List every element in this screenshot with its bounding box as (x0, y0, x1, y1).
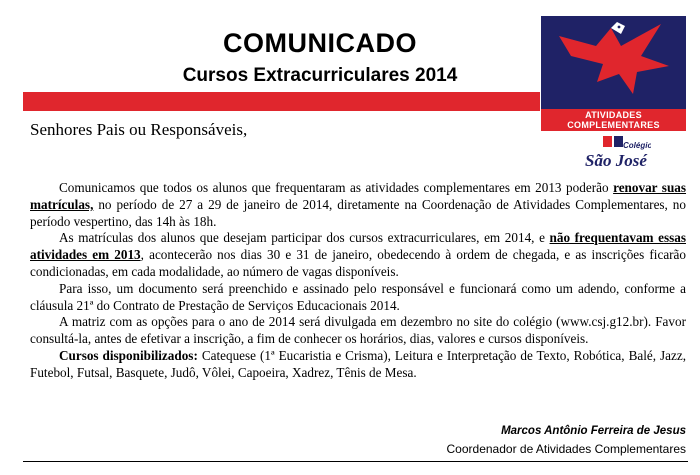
header-red-bar (23, 92, 540, 111)
paragraph-matrix: A matriz com as opções para o ano de 2014 será divulgada em dezembro no site do colégio (www.csj.g12.br). Favor consultá-la, antes de efetivar a inscrição, a fim de conhecer os horários, dias, valores e cursos disponíveis. (30, 314, 686, 347)
svg-text:São José: São José (585, 151, 647, 170)
signature-role: Coordenador de Atividades Complementares (446, 442, 686, 456)
logo-label-line1: ATIVIDADES (585, 110, 642, 120)
footer-divider (23, 461, 688, 462)
p1-text-b: no período de 27 a 29 de janeiro de 2014, diretamente na Coordenação de Atividades Complementares, no período vespertino, das 14h às 18h. (30, 196, 686, 229)
p2-text-b: , acontecerão nos dias 30 e 31 de janeiro, obedecendo à ordem de chegada, e as inscrições ficarão condicionadas, em cada modalidade, ao número de vagas disponíveis. (30, 247, 687, 279)
page-title: COMUNICADO (223, 28, 417, 58)
p2-text-a: As matrículas dos alunos que desejam participar dos cursos extracurriculares, em 2014, e (59, 230, 550, 246)
courses-label: Cursos disponibilizados: (59, 347, 198, 363)
paragraph-document: Para isso, um documento será preenchido e assinado pelo responsável e funcionará como um adendo, conforme a cláusula 21ª do Contrato de Prestação de Serviços Educacionais 2014. (30, 280, 686, 313)
paragraph-new-enrollment (30, 230, 686, 280)
logo-label-line2: COMPLEMENTARES (567, 120, 660, 130)
letter-body (30, 180, 686, 382)
logo-label (541, 109, 686, 131)
greeting: Senhores Pais ou Responsáveis, (30, 120, 248, 139)
page-subtitle: Cursos Extracurriculares 2014 (182, 65, 458, 86)
paragraph-courses (30, 348, 686, 382)
paragraph-renewal (30, 180, 686, 230)
p1-emphasis: renovar suas matrículas, (30, 180, 687, 212)
p1-text-a: Comunicamos que todos os alunos que frequentaram as atividades complementares em 2013 poderão (59, 180, 614, 195)
school-seal-icon (581, 134, 651, 174)
p2-emphasis: não frequentavam essas atividades em 2013 (30, 230, 686, 263)
signature-name: Marcos Antônio Ferreira de Jesus (501, 425, 686, 437)
school-logo (541, 16, 686, 170)
logo-banner (541, 16, 686, 109)
svg-text:Colégio: Colégio (623, 141, 651, 150)
courses-list: Catequese (1ª Eucaristia e Crisma), Leitura e Interpretação de Texto, Robótica, Balé, Jazz, Futebol, Futsal, Basquete, Judô, Vôlei, Capoeira, Xadrez, Tênis de Mesa. (30, 347, 686, 380)
eagle-icon (541, 16, 686, 109)
school-seal (581, 134, 651, 174)
